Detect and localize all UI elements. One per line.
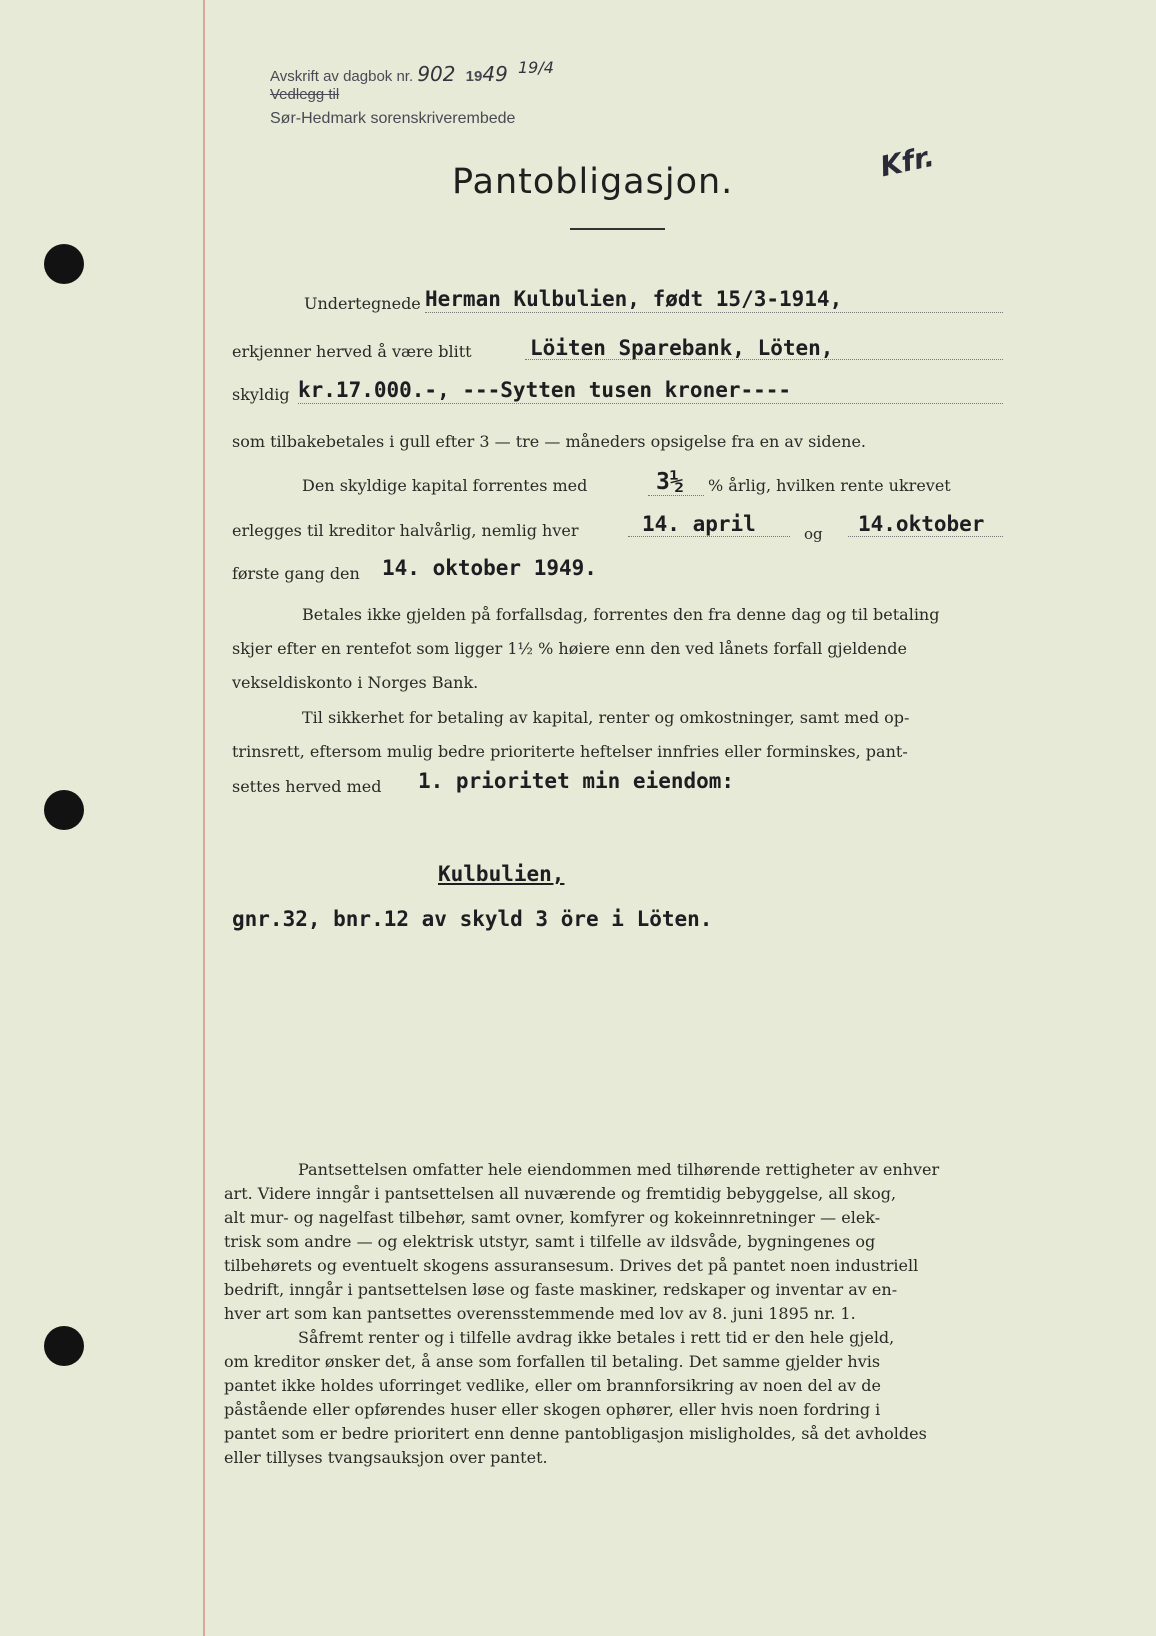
stamp-year-prefix: 19 <box>465 68 483 85</box>
paragraph-line: trinsrett, eftersom mulig bedre prioriterte heftelser innfries eller forminskes, pant- <box>232 742 908 761</box>
paragraph-line: påstående eller opførendes huser eller skogen ophører, eller hvis noen fordring i <box>224 1400 881 1419</box>
stamp-date: 19/4 <box>517 58 554 77</box>
interest-rate-value: 3½ <box>656 469 684 495</box>
paragraph-betales <box>232 598 1002 700</box>
stamp-line-3: Sør-Hedmark sorenskriverembede <box>270 110 516 127</box>
paragraph-line: hver art som kan pantsettes overensstemmende med lov av 8. juni 1895 nr. 1. <box>224 1304 856 1323</box>
dotted-line <box>525 359 1003 360</box>
paragraph-line: Pantsettelsen omfatter hele eiendommen med tilhørende rettigheter av enhver <box>298 1160 940 1179</box>
margin-line <box>203 0 205 1636</box>
priority-value: 1. prioritet min eiendom: <box>418 769 735 793</box>
first-payment-value: 14. oktober 1949. <box>382 556 597 580</box>
paragraph-line: pantet som er bedre prioritert enn denne pantobligasjon misligholdes, så det avholdes <box>224 1424 927 1443</box>
forste-gang-label: første gang den <box>232 564 360 583</box>
erlegges-label: erlegges til kreditor halvårlig, nemlig hver <box>232 521 579 540</box>
paragraph-pantsettelsen <box>224 1158 1002 1326</box>
paragraph-line: vekseldiskonto i Norges Bank. <box>232 673 479 692</box>
stamp-dagbok-label: Avskrift av dagbok nr. <box>270 68 414 85</box>
dagbok-number: 902 <box>417 62 456 86</box>
punch-hole-3 <box>44 1326 84 1366</box>
dotted-line <box>628 536 790 537</box>
paragraph-line: trisk som andre — og elektrisk utstyr, samt i tilfelle av ildsvåde, bygningenes og <box>224 1232 876 1251</box>
skyldig-label: skyldig <box>232 385 290 404</box>
punch-hole-1 <box>44 244 84 284</box>
creditor-value: Löiten Sparebank, Löten, <box>530 336 834 360</box>
dotted-line <box>848 536 1003 537</box>
paragraph-line: art. Videre inngår i pantsettelsen all nuværende og fremtidig bebyggelse, all skog, <box>224 1184 897 1203</box>
paragraph-line: om kreditor ønsker det, å anse som forfallen til betaling. Det samme gjelder hvis <box>224 1352 881 1371</box>
paragraph-sikkerhet <box>232 701 1002 769</box>
paragraph-line: bedrift, inngår i pantsettelsen løse og faste maskiner, redskaper og inventar av en- <box>224 1280 898 1299</box>
og-label: og <box>804 525 823 543</box>
undertegnede-label: Undertegnede <box>304 294 421 313</box>
paragraph-line: Til sikkerhet for betaling av kapital, renter og omkostninger, samt med op- <box>302 708 910 727</box>
stamp-year-suffix: 49 <box>482 62 508 86</box>
paragraph-line: Såfremt renter og i tilfelle avdrag ikke betales i rett tid er den hele gjeld, <box>298 1328 895 1347</box>
paragraph-line: skjer efter en rentefot som ligger 1½ % høiere enn den ved lånets forfall gjeldende <box>232 639 907 658</box>
stamp-line-1 <box>270 58 554 86</box>
paragraph-line: alt mur- og nagelfast tilbehør, samt ovner, komfyrer og kokeinnretninger — elek- <box>224 1208 881 1227</box>
title-underline <box>570 228 665 230</box>
paragraph-line: tilbehørets og eventuelt skogens assuransesum. Drives det på pantet noen industriell <box>224 1256 919 1275</box>
property-detail: gnr.32, bnr.12 av skyld 3 öre i Löten. <box>232 907 713 931</box>
punch-hole-2 <box>44 790 84 830</box>
amount-value: kr.17.000.-, ---Sytten tusen kroner---- <box>298 378 792 402</box>
undertegnede-value: Herman Kulbulien, født 15/3-1914, <box>425 287 843 311</box>
dotted-line <box>425 312 1003 313</box>
payment-date-2: 14.oktober <box>858 512 985 536</box>
stamp-line-2: Vedlegg til <box>270 86 340 103</box>
paragraph-safremt <box>224 1326 1002 1470</box>
dotted-line <box>298 403 1003 404</box>
paragraph-line: pantet ikke holdes uforringet vedlike, eller om brannforsikring av noen del av de <box>224 1376 881 1395</box>
rente-label-b: % årlig, hvilken rente ukrevet <box>708 476 951 495</box>
tilbakebetales-line: som tilbakebetales i gull efter 3 — tre — måneders opsigelse fra en av sidene. <box>232 432 866 451</box>
dotted-line <box>648 495 704 496</box>
payment-date-1: 14. april <box>642 512 756 536</box>
erkjenner-label: erkjenner herved å være blitt <box>232 342 472 361</box>
rente-label-a: Den skyldige kapital forrentes med <box>302 476 588 495</box>
document-title: Pantobligasjon. <box>452 162 734 202</box>
pantsettes-label: settes herved med <box>232 777 382 796</box>
property-name: Kulbulien, <box>438 862 565 886</box>
handwritten-initials: Kfr. <box>877 139 938 184</box>
paragraph-line: eller tillyses tvangsauksjon over pantet. <box>224 1448 548 1467</box>
paragraph-line: Betales ikke gjelden på forfallsdag, forrentes den fra denne dag og til betaling <box>302 605 940 624</box>
